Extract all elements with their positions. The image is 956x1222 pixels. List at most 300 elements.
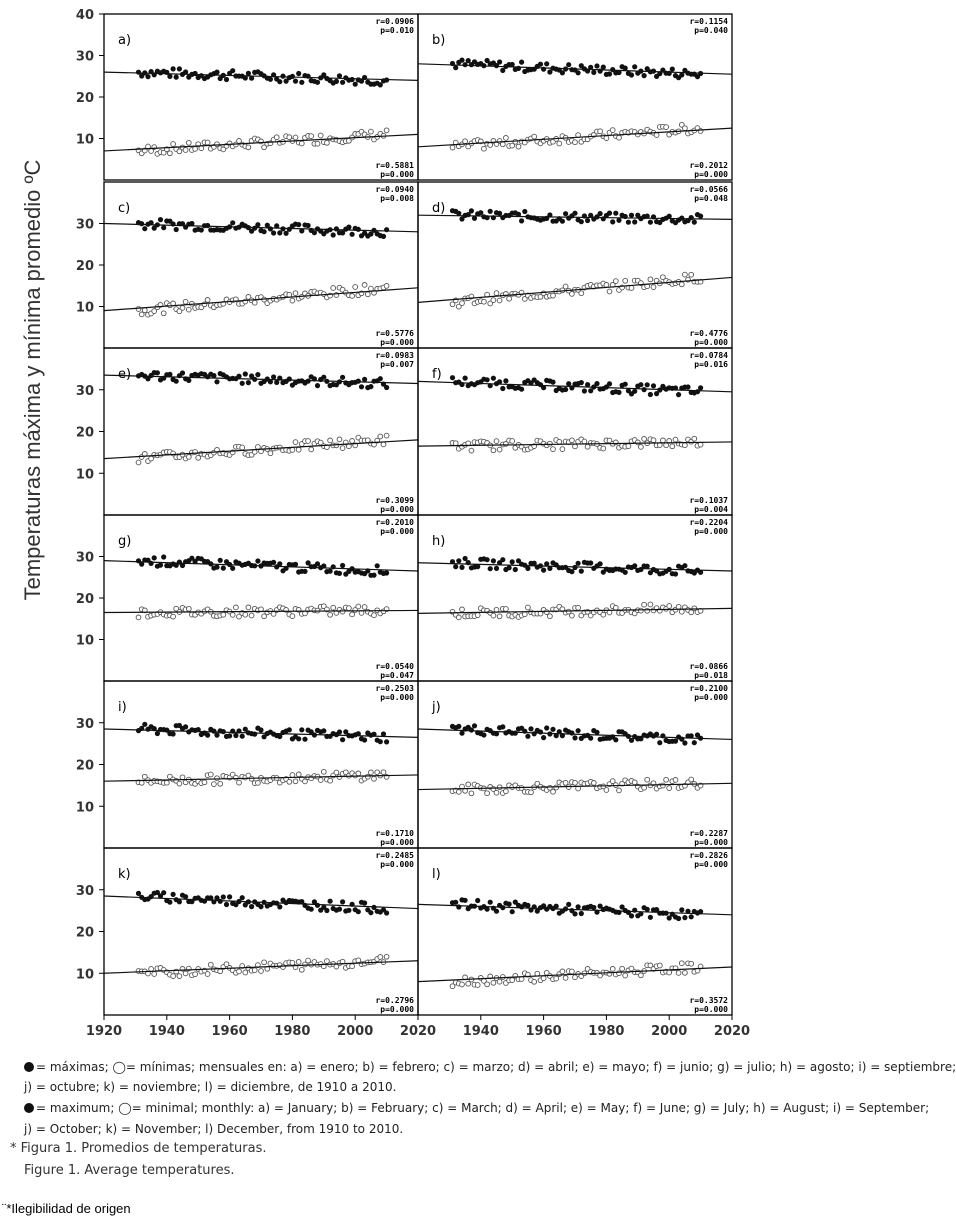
max-point (240, 734, 245, 739)
max-point (591, 70, 596, 75)
min-point (601, 612, 606, 617)
y-tick-label: 30 (75, 49, 94, 65)
max-point (315, 80, 320, 85)
stat-top: p=0.000 (694, 693, 728, 702)
min-point (620, 966, 625, 971)
max-point (453, 564, 458, 569)
min-point (601, 446, 606, 451)
stat-bottom: p=0.000 (380, 338, 414, 347)
max-point (230, 220, 235, 225)
min-point (676, 971, 681, 976)
min-point (142, 308, 147, 313)
min-point (642, 437, 647, 442)
stat-top: r=0.2826 (689, 851, 728, 860)
min-point (460, 607, 465, 612)
min-point (551, 447, 556, 452)
min-point (504, 789, 509, 794)
min-point (617, 135, 622, 140)
max-point (337, 571, 342, 576)
max-point (594, 381, 599, 386)
max-point (227, 733, 232, 738)
y-tick-label: 40 (75, 8, 94, 23)
max-point (576, 561, 581, 566)
min-point (381, 442, 386, 447)
y-tick-label: 10 (75, 633, 94, 649)
stat-bottom: p=0.000 (694, 170, 728, 179)
max-point (538, 62, 543, 67)
max-point (246, 71, 251, 76)
caption-es-line2: j) = octubre; k) = noviembre; l) = diciembre, de 1910 a 2010. (24, 1080, 397, 1094)
max-point (340, 563, 345, 568)
max-point (485, 377, 490, 382)
max-point (180, 370, 185, 375)
max-point (296, 71, 301, 76)
max-point (255, 372, 260, 377)
max-point (525, 903, 530, 908)
max-point (158, 563, 163, 568)
max-point (145, 74, 150, 79)
max-point (384, 570, 389, 575)
y-tick-label: 30 (75, 383, 94, 399)
max-point (485, 557, 490, 562)
min-point (548, 614, 553, 619)
x-tick-label: 2000 (337, 1024, 374, 1039)
max-point (290, 74, 295, 79)
min-point (664, 777, 669, 782)
min-point (692, 436, 697, 441)
min-point (237, 969, 242, 974)
min-point (554, 976, 559, 981)
x-tick-label: 1920 (85, 1024, 123, 1039)
min-point (212, 782, 217, 787)
y-axis-label: Temperaturas máxima y mínima promedio ºC (20, 159, 45, 601)
max-point (491, 558, 496, 563)
y-tick-label: 20 (75, 925, 94, 941)
min-point (497, 614, 502, 619)
max-point (682, 915, 687, 920)
max-point (306, 223, 311, 228)
max-point (324, 908, 329, 913)
max-point (277, 79, 282, 84)
max-point (249, 904, 254, 909)
y-tick-label: 20 (75, 425, 94, 441)
stat-top: p=0.000 (694, 527, 728, 536)
panel-i (76, 681, 418, 848)
max-point (682, 740, 687, 745)
min-point (500, 142, 505, 147)
max-point (494, 909, 499, 914)
max-point (293, 79, 298, 84)
min-point (689, 272, 694, 277)
stat-top: r=0.2204 (689, 518, 728, 527)
min-point (149, 967, 154, 972)
max-point (218, 558, 223, 563)
max-point (384, 385, 389, 390)
y-tick-label: 10 (75, 300, 94, 316)
min-point (353, 285, 358, 290)
max-point (321, 375, 326, 380)
max-point (544, 61, 549, 66)
max-point (221, 894, 226, 899)
x-tick-label: 1980 (588, 1024, 625, 1039)
max-point (277, 904, 282, 909)
max-point (478, 210, 483, 215)
panel-frame (418, 848, 732, 1015)
max-point (550, 727, 555, 732)
stat-top: p=0.000 (694, 860, 728, 869)
max-point (240, 895, 245, 900)
min-point (328, 612, 333, 617)
min-point (290, 614, 295, 619)
max-point (685, 384, 690, 389)
panel-label: c) (118, 201, 131, 216)
max-point (563, 211, 568, 216)
min-point (563, 284, 568, 289)
min-point (337, 437, 342, 442)
max-point (463, 556, 468, 561)
min-point (259, 969, 264, 974)
max-point (293, 562, 298, 567)
max-point (657, 740, 662, 745)
max-point (472, 723, 477, 728)
max-point (613, 211, 618, 216)
stat-bottom: r=0.1037 (689, 496, 728, 505)
min-point (287, 779, 292, 784)
min-point (362, 605, 367, 610)
x-tick-label: 1940 (462, 1024, 499, 1039)
min-point (544, 610, 549, 615)
stat-bottom: r=0.2287 (689, 829, 728, 838)
min-point (651, 438, 656, 443)
max-point (632, 563, 637, 568)
max-point (491, 376, 496, 381)
max-point (682, 563, 687, 568)
max-point (563, 387, 568, 392)
min-point (274, 135, 279, 140)
min-point (256, 781, 261, 786)
max-point (507, 902, 512, 907)
min-point (290, 448, 295, 453)
min-point (617, 788, 622, 793)
stat-top: p=0.016 (694, 360, 728, 369)
min-trend-line (104, 288, 418, 311)
max-point (142, 226, 147, 231)
max-point (651, 383, 656, 388)
max-point (613, 737, 618, 742)
min-point (469, 791, 474, 796)
min-point (639, 973, 644, 978)
min-point (378, 955, 383, 960)
max-point (569, 730, 574, 735)
min-point (522, 612, 527, 617)
min-point (318, 133, 323, 138)
max-point (302, 569, 307, 574)
max-point (601, 65, 606, 70)
max-point (629, 913, 634, 918)
panel-f (418, 348, 732, 515)
max-point (268, 77, 273, 82)
min-point (183, 148, 188, 153)
max-point (598, 211, 603, 216)
max-point (384, 739, 389, 744)
max-point (230, 68, 235, 73)
max-point (450, 375, 455, 380)
min-point (384, 284, 389, 289)
max-point (488, 209, 493, 214)
stat-bottom: r=0.0866 (689, 662, 728, 671)
min-point (456, 615, 461, 620)
max-point (262, 229, 267, 234)
max-point (277, 561, 282, 566)
max-point (331, 232, 336, 237)
max-point (274, 380, 279, 385)
min-point (384, 954, 389, 959)
min-point (372, 613, 377, 618)
min-point (296, 960, 301, 965)
max-point (572, 911, 577, 916)
max-point (576, 904, 581, 909)
min-point (296, 772, 301, 777)
min-point (252, 968, 257, 973)
min-point (234, 605, 239, 610)
min-point (570, 292, 575, 297)
max-point (224, 77, 229, 82)
max-point (576, 70, 581, 75)
min-point (570, 969, 575, 974)
min-point (689, 777, 694, 782)
max-point (463, 376, 468, 381)
min-point (334, 770, 339, 775)
min-point (299, 967, 304, 972)
max-point (519, 387, 524, 392)
max-point (183, 894, 188, 899)
min-point (215, 776, 220, 781)
min-point (303, 779, 308, 784)
min-point (152, 972, 157, 977)
min-point (639, 608, 644, 613)
max-point (309, 907, 314, 912)
min-point (296, 447, 301, 452)
max-point (186, 378, 191, 383)
min-point (453, 441, 458, 446)
max-point (337, 907, 342, 912)
min-point (186, 606, 191, 611)
min-point (139, 312, 144, 317)
filled-dot-icon (24, 1062, 34, 1072)
max-point (271, 230, 276, 235)
y-tick-label: 20 (75, 758, 94, 774)
panel-label: d) (432, 201, 446, 216)
max-point (378, 739, 383, 744)
min-point (340, 446, 345, 451)
max-point (315, 903, 320, 908)
min-point (180, 306, 185, 311)
min-point (463, 139, 468, 144)
max-point (648, 915, 653, 920)
min-point (475, 983, 480, 988)
max-point (481, 732, 486, 737)
min-point (482, 299, 487, 304)
max-point (519, 218, 524, 223)
max-point (227, 894, 232, 899)
min-point (378, 434, 383, 439)
min-point (676, 604, 681, 609)
min-point (202, 302, 207, 307)
max-point (598, 561, 603, 566)
min-point (648, 602, 653, 607)
max-point (463, 898, 468, 903)
max-point (350, 77, 355, 82)
stat-top: r=0.2100 (689, 684, 728, 693)
panel-j (418, 681, 732, 848)
panel-label: h) (432, 534, 446, 549)
max-point (346, 908, 351, 913)
max-point (271, 374, 276, 379)
max-point (510, 559, 515, 564)
min-point (246, 145, 251, 150)
filled-dot-icon (24, 1103, 34, 1113)
max-point (321, 728, 326, 733)
max-point (453, 900, 458, 905)
min-point (384, 128, 389, 133)
max-point (676, 392, 681, 397)
stat-top: p=0.000 (380, 693, 414, 702)
stat-bottom: p=0.000 (380, 505, 414, 514)
max-point (142, 722, 147, 727)
max-point (328, 899, 333, 904)
panel-frame (418, 515, 732, 681)
max-point (384, 910, 389, 915)
min-point (186, 455, 191, 460)
max-point (340, 80, 345, 85)
panel-label: b) (432, 33, 446, 48)
stat-top: r=0.0784 (689, 351, 728, 360)
max-point (280, 226, 285, 231)
min-point (497, 979, 502, 984)
stat-bottom: r=0.2796 (375, 996, 414, 1005)
y-tick-label: 10 (75, 132, 94, 148)
min-point (563, 780, 568, 785)
max-point (155, 370, 160, 375)
min-point (186, 140, 191, 145)
stat-bottom: r=0.4776 (689, 329, 728, 338)
stat-bottom: p=0.018 (694, 671, 728, 680)
min-point (171, 142, 176, 147)
min-point (183, 299, 188, 304)
max-point (616, 390, 621, 395)
max-point (350, 232, 355, 237)
max-point (623, 66, 628, 71)
min-point (218, 969, 223, 974)
max-point (629, 72, 634, 77)
max-point (459, 731, 464, 736)
min-point (639, 445, 644, 450)
max-point (554, 904, 559, 909)
x-tick-label: 2020 (713, 1024, 751, 1039)
stat-top: p=0.048 (694, 194, 728, 203)
panel-l (418, 848, 750, 1039)
min-point (350, 439, 355, 444)
min-trend-line (104, 134, 418, 151)
min-point (362, 283, 367, 288)
min-point (299, 141, 304, 146)
max-point (594, 730, 599, 735)
max-point (513, 731, 518, 736)
max-point (528, 726, 533, 731)
max-point (214, 565, 219, 570)
max-point (221, 566, 226, 571)
min-point (136, 615, 141, 620)
stat-bottom: r=0.3572 (689, 996, 728, 1005)
min-point (136, 307, 141, 312)
max-point (152, 555, 157, 560)
panel-frame (104, 681, 418, 848)
stat-bottom: r=0.5776 (375, 329, 414, 338)
min-point (657, 963, 662, 968)
y-tick-label: 20 (75, 259, 94, 274)
max-point (362, 900, 367, 905)
min-trend-line (104, 440, 418, 459)
max-point (171, 892, 176, 897)
max-point (692, 220, 697, 225)
max-point (280, 74, 285, 79)
min-point (513, 139, 518, 144)
min-point (661, 783, 666, 788)
stat-top: r=0.0906 (375, 17, 414, 26)
max-point (368, 384, 373, 389)
max-point (453, 65, 458, 70)
max-point (205, 223, 210, 228)
min-point (607, 289, 612, 294)
max-point (566, 381, 571, 386)
panel-label: e) (118, 367, 132, 382)
min-point (510, 978, 515, 983)
min-point (604, 136, 609, 141)
min-point (563, 976, 568, 981)
max-point (177, 899, 182, 904)
max-point (645, 382, 650, 387)
min-point (193, 147, 198, 152)
panel-b (418, 14, 732, 180)
stat-bottom: p=0.000 (694, 838, 728, 847)
min-point (667, 970, 672, 975)
stat-top: r=0.0566 (689, 185, 728, 194)
min-point (331, 286, 336, 291)
panel-frame (418, 14, 732, 180)
max-point (255, 558, 260, 563)
min-point (136, 460, 141, 465)
panel-label: l) (432, 867, 441, 882)
min-point (610, 967, 615, 972)
y-tick-label: 30 (75, 217, 94, 233)
max-point (224, 902, 229, 907)
stat-bottom: r=0.3099 (375, 496, 414, 505)
min-point (491, 448, 496, 453)
caption-en-line1: = maximum; ◯= minimal; monthly: a) = January; b) = February; c) = March; d) = April; e) = May; f) = June; g) = July; h) = August; i) = September; (24, 1099, 929, 1117)
max-point (607, 381, 612, 386)
max-point (538, 729, 543, 734)
max-point (302, 737, 307, 742)
min-point (256, 445, 261, 450)
panel-frame (104, 515, 418, 681)
max-point (519, 60, 524, 65)
min-point (290, 960, 295, 965)
max-point (591, 905, 596, 910)
max-point (161, 890, 166, 895)
panel-label: f) (432, 367, 442, 382)
max-point (299, 727, 304, 732)
min-point (350, 294, 355, 299)
